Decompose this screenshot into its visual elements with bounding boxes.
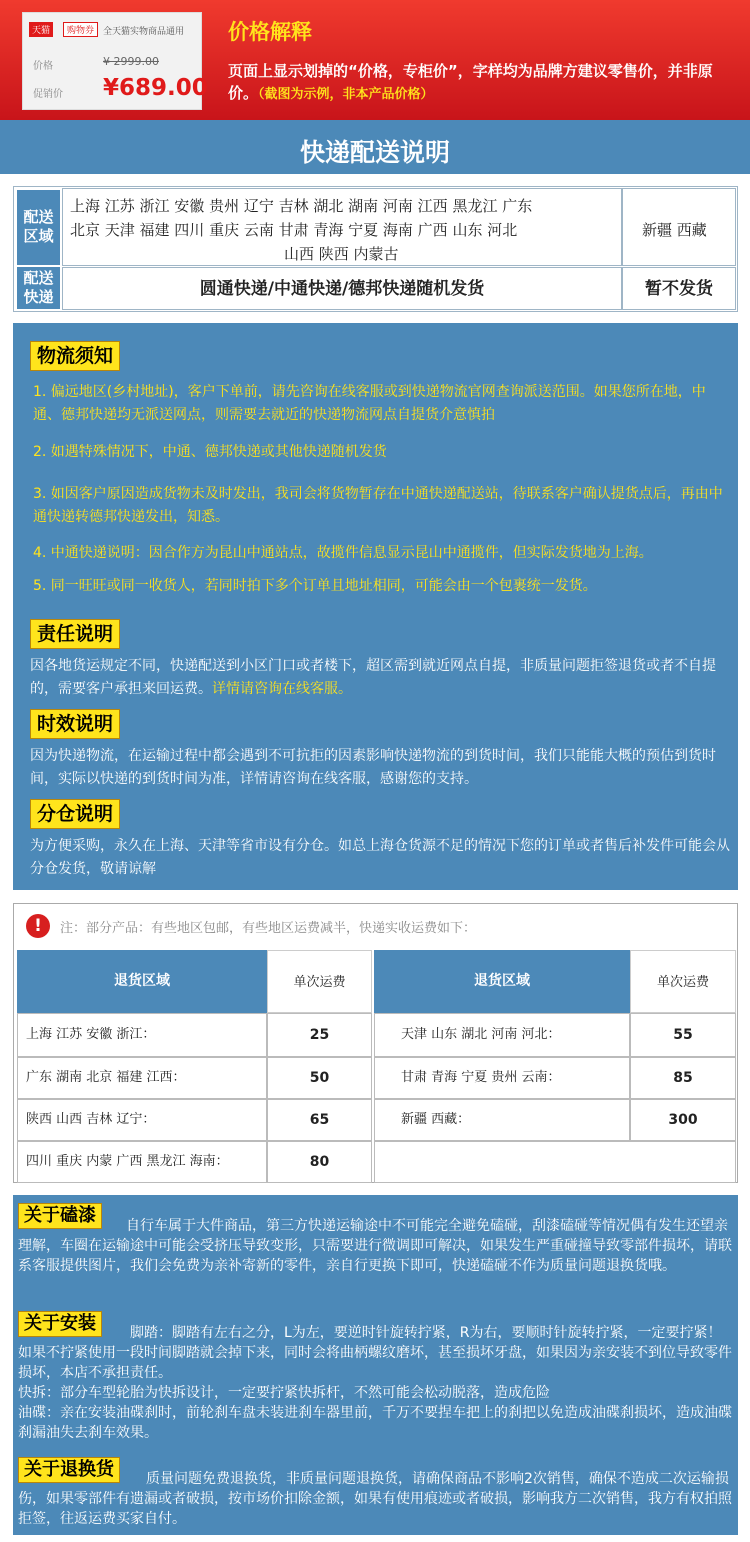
fee-left-value-2: 50 [267,1057,372,1099]
zone-area-remote: 新疆 西藏 [642,221,707,239]
original-price: ¥ 2999.00 [103,55,159,68]
fee-right-region-3: 新疆 西藏： [374,1099,630,1141]
fee-col-fee-left: 单次运费 [267,950,372,1013]
responsibility-highlight: 详情请咨询在线客服。 [212,681,352,697]
fee-right-region-2: 甘肃 青海 宁夏 贵州 云南： [374,1057,630,1099]
timeliness-text: 因为快递物流，在运输过程中都会遇到不可抗拒的因素影响快递物流的到货时间，我们只能能大概的预估到货时间，实际以快递的到货时间为准，详情请咨询在线客服，感谢您的支持。 [30,748,716,787]
fee-left-region-2: 广东 湖南 北京 福建 江西： [17,1057,267,1099]
warehouse-text: 为方便采购，永久在上海、天津等省市设有分仓。如总上海仓货源不足的情况下您的订单或者售后补发件可能会从分仓发货，敬请谅解 [30,838,730,877]
logistics-item-2: 2. 如遇特殊情况下，中通、德邦快递或其他快递随机发货 [33,444,387,460]
logistics-tag: 物流须知 [30,341,120,371]
returns-tag: 关于退换货 [18,1457,120,1483]
section-title-bar [0,120,750,174]
logistics-panel [13,323,738,890]
fee-right-empty-cell [374,1141,736,1183]
fee-right-value-2: 85 [630,1057,736,1099]
fee-left-value-1: 25 [267,1013,372,1057]
install-disc-text: 油碟：亲在安装油碟刹时，前轮刹车盘未装进刹车器里前，千万不要捏车把上的刹把以免造成油碟刹损坏，造成油碟刹漏油失去刹车效果。 [18,1405,732,1441]
logistics-item-5: 5. 同一旺旺或同一收货人，若同时拍下多个订单且地址相同，可能会由一个包裹统一发货。 [33,578,597,594]
fee-left-value-4: 80 [267,1141,372,1183]
fee-left-region-1: 上海 江苏 安徽 浙江： [17,1013,267,1057]
zone-area-header: 配送区域 [17,190,60,265]
bump-text: 自行车属于大件商品，第三方快递运输途中不可能完全避免磕碰，刮漆磕碰等情况偶有发生还望亲理解，车圈在运输途中可能会受挤压导致变形，只需要进行微调即可解决，如果发生严重碰撞导致零部件损坏，请联系客服提供图片，我们会免费为亲补寄新的零件，亲自行更换下即可，快递磕碰不作为质量问题退换货哦。 [18,1218,732,1274]
page-title: 快递配送说明 [299,138,450,167]
fee-col-region-right: 退货区域 [374,950,630,1013]
fee-left-region-4: 四川 重庆 内蒙 广西 黑龙江 海南： [17,1141,267,1183]
tmall-badge: 天猫 [29,22,53,37]
zone-express-value: 圆通快递/中通快递/德邦快递随机发货 [199,279,485,299]
install-quick-text: 快拆：部分车型轮胎为快拆设计，一定要拧紧快拆杆，不然可能会松动脱落，造成危险 [18,1385,550,1401]
fee-right-region-1: 天津 山东 湖北 河南 河北： [374,1013,630,1057]
fee-right-value-3: 300 [630,1099,736,1141]
coupon-desc: 全天猫实物商品通用 [103,27,185,37]
original-price-label: 价格 [33,61,53,72]
fee-col-region-left: 退货区域 [17,950,267,1013]
install-tag: 关于安装 [18,1311,102,1337]
install-pedal-text: 脚踏：脚踏有左右之分，L为左，要逆时针旋转拧紧，R为右，要顺时针旋转拧紧，一定要拧紧！如果不拧紧使用一段时间脚踏就会掉下来，同时会将曲柄螺纹磨坏，甚至损坏牙盘，如果因为亲安装不到位导致零件损坏，本店不承担责任。 [18,1325,732,1381]
returns-text: 质量问题免费退换货，非质量问题退换货，请确保商品不影响2次销售，确保不造成二次运输损伤，如果零部件有遗漏或者破损，按市场价扣除金额，如果有使用痕迹或者破损，影响我方二次销售，我方有权拍照拒签，往返运费买家自付。 [18,1471,732,1527]
zone-area-line2: 北京 天津 福建 四川 重庆 云南 甘肃 青海 宁夏 海南 广西 山东 河北 [70,221,518,239]
bump-tag: 关于磕漆 [18,1203,102,1229]
price-explanation-text: 页面上显示划掉的“价格，专柜价”，字样均为品牌方建议零售价，并非原价。（截图为示例，非本产品价格） [228,62,713,102]
zone-express-header: 配送快递 [17,267,60,309]
zone-area-line1: 上海 江苏 浙江 安徽 贵州 辽宁 吉林 湖北 湖南 河南 江西 黑龙江 广东 [70,197,533,215]
warehouse-tag: 分仓说明 [30,799,120,829]
responsibility-text: 因各地货运规定不同，快递配送到小区门口或者楼下，超区需到就近网点自提，非质量问题拒签退货或者不自提的，需要客户承担来回运费。详情请咨询在线客服。 [30,658,716,697]
fee-note: 注：部分产品：有些地区包邮，有些地区运费减半，快递实收运费如下： [60,921,477,936]
logistics-item-4: 4. 中通快递说明：因合作方为昆山中通站点，故揽件信息显示昆山中通揽件，但实际发货地为上海。 [33,545,653,561]
responsibility-tag: 责任说明 [30,619,120,649]
promo-price-label: 促销价 [33,89,63,100]
price-note: （截图为示例，非本产品价格） [258,87,434,102]
coupon-badge: 购物券 [63,22,98,37]
zone-express-remote: 暂不发货 [645,279,713,299]
logistics-item-1: 1. 偏远地区(乡村地址)，客户下单前，请先咨询在线客服或到快递物流官网查询派送范围。如果您所在地，中通、德邦快递均无派送网点，则需要去就近的快递物流网点自提货介意慎拍 [33,384,706,423]
promo-price: ¥689.00 [103,75,208,101]
fee-left-region-3: 陕西 山西 吉林 辽宁： [17,1099,267,1141]
after-sales-panel [13,1195,738,1535]
price-explanation-title: 价格解释 [228,20,312,44]
logistics-item-3: 3. 如因客户原因造成货物未及时发出，我司会将货物暂存在中通快递配送站，待联系客户确认提货点后，再由中通快递转德邦快递发出，知悉。 [33,486,723,525]
fee-left-value-3: 65 [267,1099,372,1141]
warning-icon: ! [26,914,50,938]
fee-right-value-1: 55 [630,1013,736,1057]
zone-area-line3: 山西 陕西 内蒙古 [284,245,399,263]
price-sample-card [22,12,208,110]
price-header [0,0,750,120]
timeliness-tag: 时效说明 [30,709,120,739]
fee-col-fee-right: 单次运费 [630,950,736,1013]
